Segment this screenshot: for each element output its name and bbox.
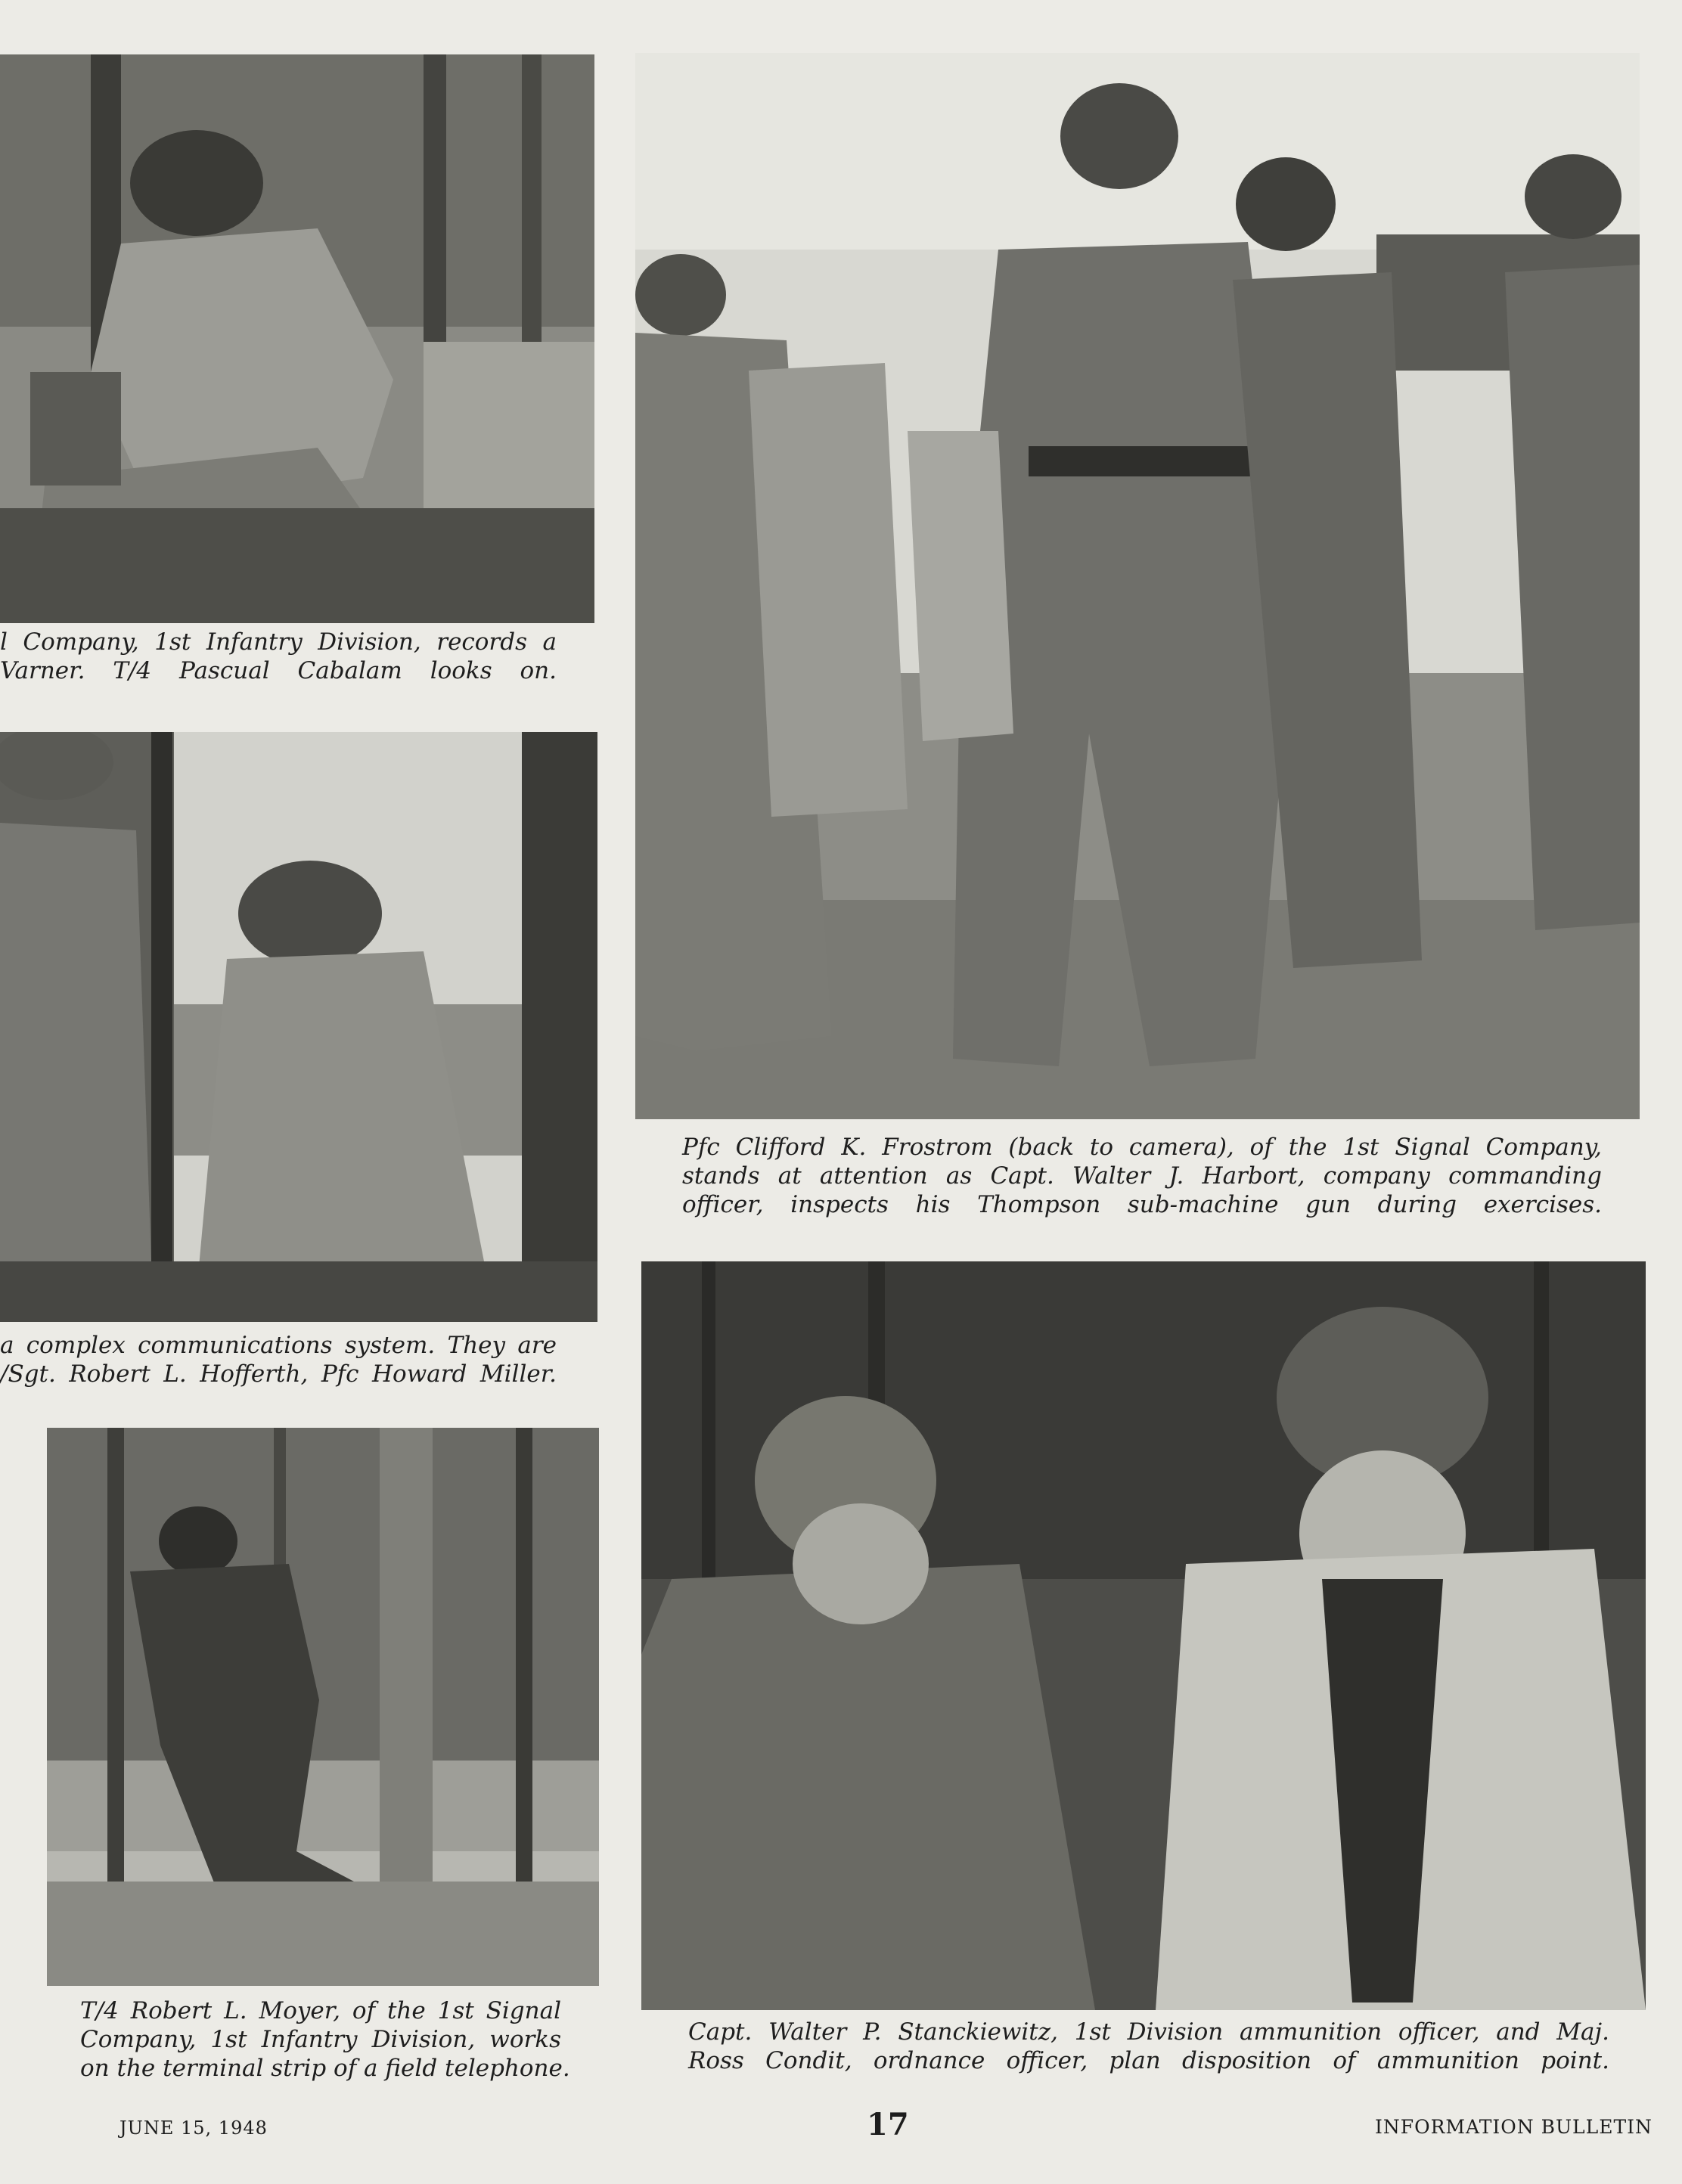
caption-pole-climber xyxy=(80,1996,570,2083)
caption-line: stands at attention as Capt. Walter J. Harbort, company commanding xyxy=(682,1162,1602,1190)
photo-inspection xyxy=(635,53,1640,1119)
photo-pole-climber xyxy=(47,1428,599,1986)
publication-name: INFORMATION BULLETIN xyxy=(1375,2116,1653,2138)
caption-ammunition xyxy=(688,2018,1609,2075)
caption-line: Varner. T/4 Pascual Cabalam looks on. xyxy=(0,657,557,684)
photo-communications-system xyxy=(0,732,597,1322)
caption-line: Capt. Walter P. Stanckiewitz, 1st Division ammunition officer, and Maj. xyxy=(688,2018,1609,2046)
caption-radio-operator xyxy=(0,628,557,685)
caption-line: on the terminal strip of a field telephone. xyxy=(80,2055,570,2082)
caption-line: a complex communications system. They are xyxy=(0,1332,557,1359)
photo-ammunition-officers xyxy=(641,1261,1646,2010)
caption-line: officer, inspects his Thompson sub-machine gun during exercises. xyxy=(682,1191,1602,1218)
caption-inspection xyxy=(682,1133,1602,1219)
caption-line: l Company, 1st Infantry Division, records a xyxy=(0,628,557,656)
caption-line: /Sgt. Robert L. Hofferth, Pfc Howard Miller. xyxy=(0,1360,557,1388)
caption-line: Pfc Clifford K. Frostrom (back to camera), of the 1st Signal Company, xyxy=(682,1134,1602,1161)
caption-line: Ross Condit, ordnance officer, plan disposition of ammunition point. xyxy=(688,2047,1609,2074)
page-number: 17 xyxy=(867,2107,909,2142)
caption-line: Company, 1st Infantry Division, works xyxy=(80,2026,561,2053)
caption-communications-system xyxy=(0,1331,557,1388)
photo-radio-operator xyxy=(0,54,594,623)
footer-date: JUNE 15, 1948 xyxy=(119,2117,268,2139)
caption-line: T/4 Robert L. Moyer, of the 1st Signal xyxy=(80,1997,561,2024)
